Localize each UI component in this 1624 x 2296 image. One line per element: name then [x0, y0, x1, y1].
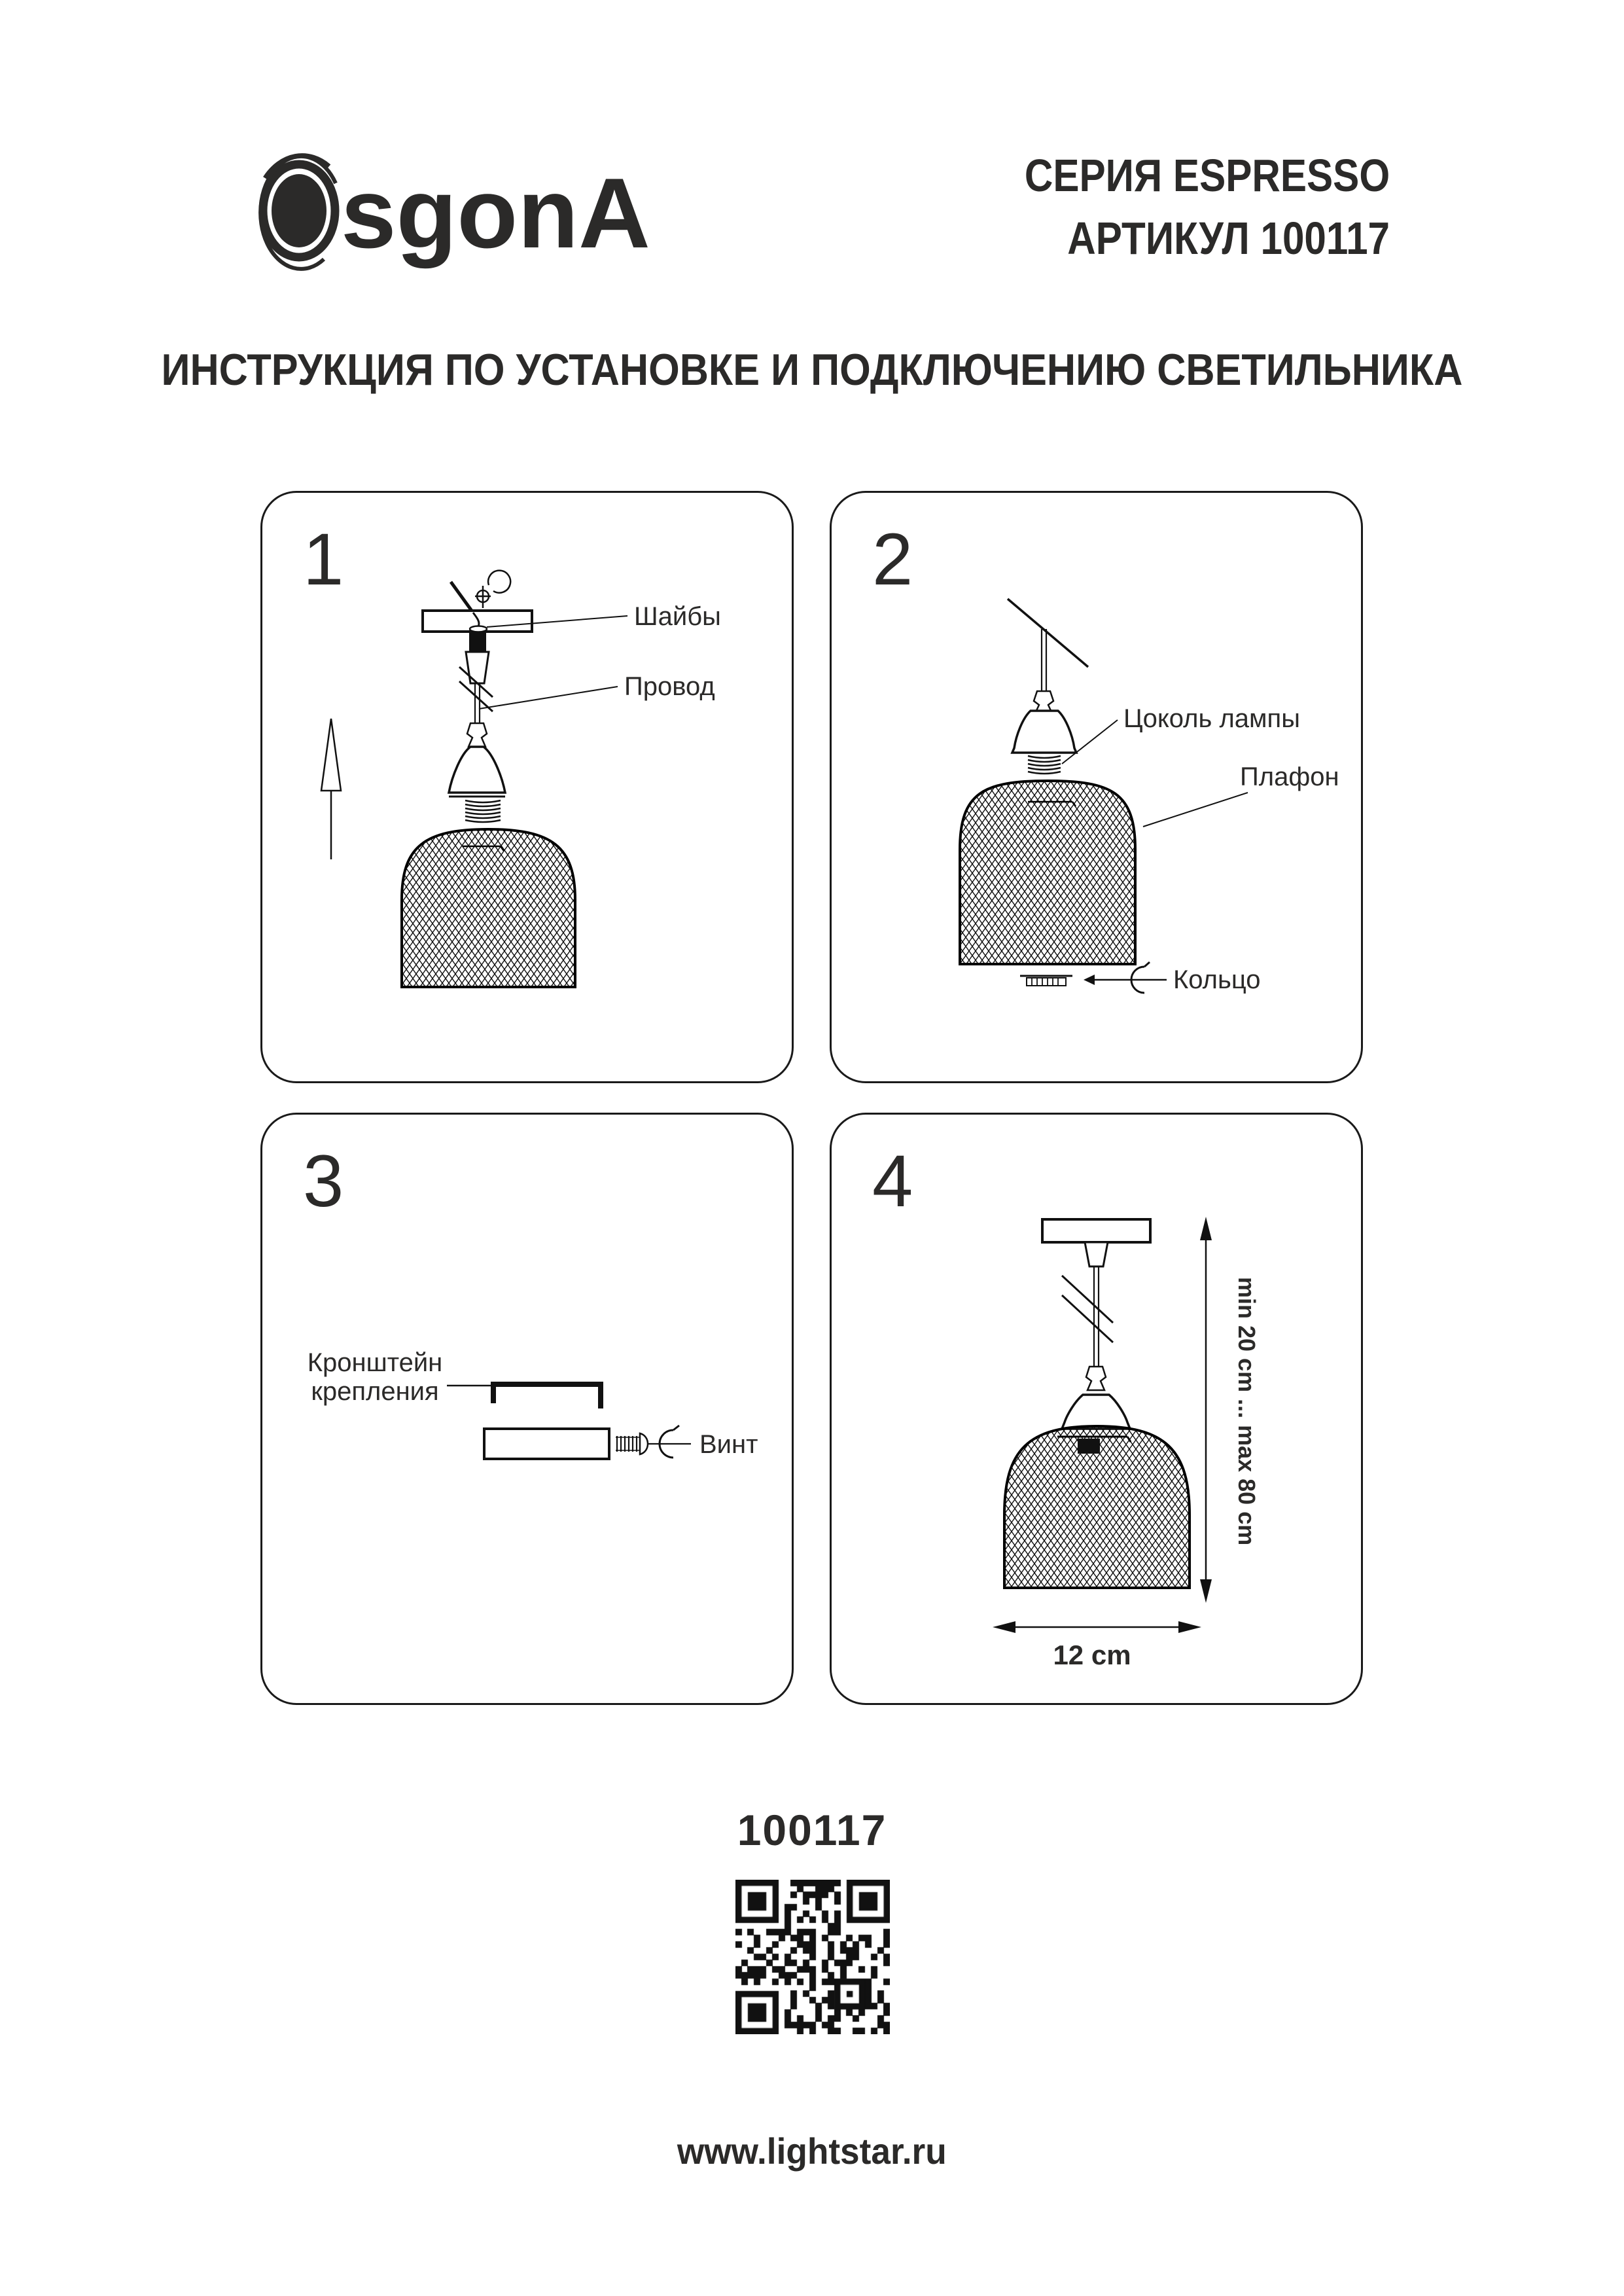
mesh-shade-drawing	[402, 829, 575, 987]
step-number: 4	[872, 1140, 913, 1222]
label-screw: Винт	[699, 1430, 758, 1459]
label-width: 12 cm	[1053, 1640, 1131, 1670]
socket-cone-drawing	[449, 723, 505, 822]
thread-part	[465, 800, 501, 822]
step-number: 2	[872, 518, 913, 600]
brand-text: sgonA	[341, 158, 650, 269]
website-link[interactable]: www.lightstar.ru	[677, 2130, 947, 2172]
step-3-panel	[260, 1113, 794, 1705]
step-1-diagram	[262, 493, 796, 1085]
step-2-diagram	[832, 493, 1365, 1085]
article-label: АРТИКУЛ 100117	[1067, 213, 1390, 264]
ring-part-drawing	[1020, 976, 1072, 986]
label-bracket-line1: Кронштейн	[307, 1348, 443, 1377]
brand-o-icon	[260, 156, 336, 269]
series-label: СЕРИЯ ESPRESSO	[1024, 150, 1390, 201]
width-dimension	[993, 1621, 1201, 1670]
label-shade: Плафон	[1240, 762, 1339, 791]
label-bracket-line2: крепления	[311, 1377, 439, 1406]
ceiling-mount-drawing	[423, 571, 532, 683]
header-product-info	[965, 144, 1390, 270]
bracket-bar-drawing	[484, 1429, 609, 1459]
left-arrow-rotate-icon	[1084, 962, 1167, 993]
socket-cone-drawing	[1012, 691, 1076, 774]
step-number: 1	[303, 518, 344, 600]
step-3-diagram	[262, 1115, 796, 1707]
thread-part	[1028, 756, 1061, 774]
screw-rotation-icon	[475, 571, 510, 608]
pendant-lamp-drawing	[1004, 1219, 1190, 1588]
cord-drawing	[1008, 599, 1088, 691]
mesh-shade-drawing	[960, 781, 1135, 964]
step-2-panel	[830, 491, 1363, 1083]
height-dimension	[1200, 1217, 1260, 1603]
bracket-drawing	[493, 1384, 601, 1408]
screw-drawing	[616, 1433, 648, 1454]
label-height-range: min 20 cm ... max 80 cm	[1233, 1277, 1260, 1546]
label-washers: Шайбы	[634, 602, 721, 631]
label-lamp-socket: Цоколь лампы	[1123, 704, 1300, 733]
label-ring: Кольцо	[1173, 965, 1261, 994]
up-arrow-icon	[321, 719, 341, 859]
brand-logo	[252, 144, 658, 281]
rotate-icon	[648, 1426, 691, 1458]
label-wire: Провод	[624, 672, 715, 701]
article-number: 100117	[737, 1806, 887, 1854]
step-number: 3	[303, 1140, 344, 1222]
page-title: ИНСТРУКЦИЯ ПО УСТАНОВКЕ И ПОДКЛЮЧЕНИЮ СВЕТИЛЬНИКА	[161, 345, 1463, 395]
qr-code	[735, 1880, 890, 2034]
step-4-diagram	[832, 1115, 1365, 1707]
washer-part	[470, 626, 487, 632]
step-1-panel	[260, 491, 794, 1083]
step-4-panel	[830, 1113, 1363, 1705]
